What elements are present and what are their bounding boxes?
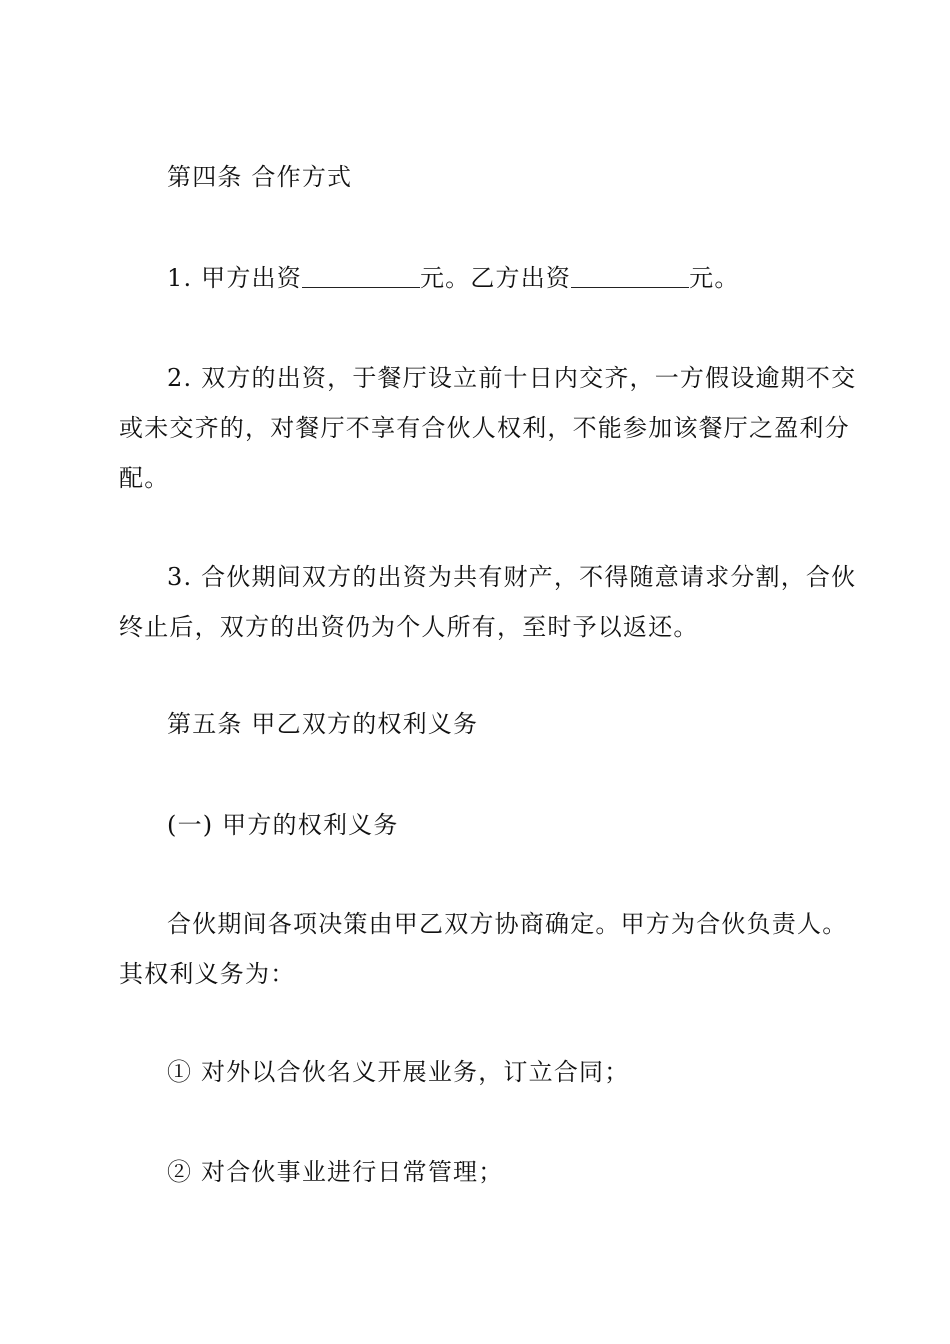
section-1-paragraph <box>119 899 848 999</box>
section-1-heading <box>119 800 833 850</box>
section-1-line-2: 其权利义务为： <box>119 960 296 988</box>
duty-item-2 <box>119 1147 833 1197</box>
item-1-middle: 元。乙方出资 <box>419 264 572 292</box>
item-3-line-1: 3. 合伙期间双方的出资为共有财产，不得随意请求分割，合伙 <box>167 563 857 591</box>
item-2-line-3: 配。 <box>119 464 170 492</box>
item-3-paragraph <box>119 552 857 652</box>
duty-1-text: ① 对外以合伙名义开展业务，订立合同； <box>167 1058 630 1086</box>
item-2-paragraph <box>119 353 857 503</box>
section-1-line-1: 合伙期间各项决策由甲乙双方协商确定。甲方为合伙负责人。 <box>167 910 848 938</box>
item-1-paragraph <box>119 253 833 303</box>
item-1-prefix: 1. 甲方出资 <box>167 264 302 292</box>
item-1-suffix: 元。 <box>689 264 740 292</box>
item-3-line-2: 终止后，双方的出资仍为个人所有，至时予以返还。 <box>119 613 699 641</box>
heading-text: 第四条 合作方式 <box>167 163 353 191</box>
amount-blank-party-a <box>302 261 420 288</box>
section-heading-text: (一) 甲方的权利义务 <box>167 811 399 839</box>
item-1-line <box>119 253 833 303</box>
article-5-heading <box>119 699 833 749</box>
article-4-heading <box>119 152 833 202</box>
heading-text: 第五条 甲乙双方的权利义务 <box>167 710 479 738</box>
duty-item-1 <box>119 1047 833 1097</box>
item-2-line-2: 或未交齐的，对餐厅不享有合伙人权利，不能参加该餐厅之盈利分 <box>119 414 850 442</box>
amount-blank-party-b <box>571 261 689 288</box>
duty-2-text: ② 对合伙事业进行日常管理； <box>167 1158 504 1186</box>
item-2-line-1: 2. 双方的出资，于餐厅设立前十日内交齐，一方假设逾期不交 <box>167 364 857 392</box>
